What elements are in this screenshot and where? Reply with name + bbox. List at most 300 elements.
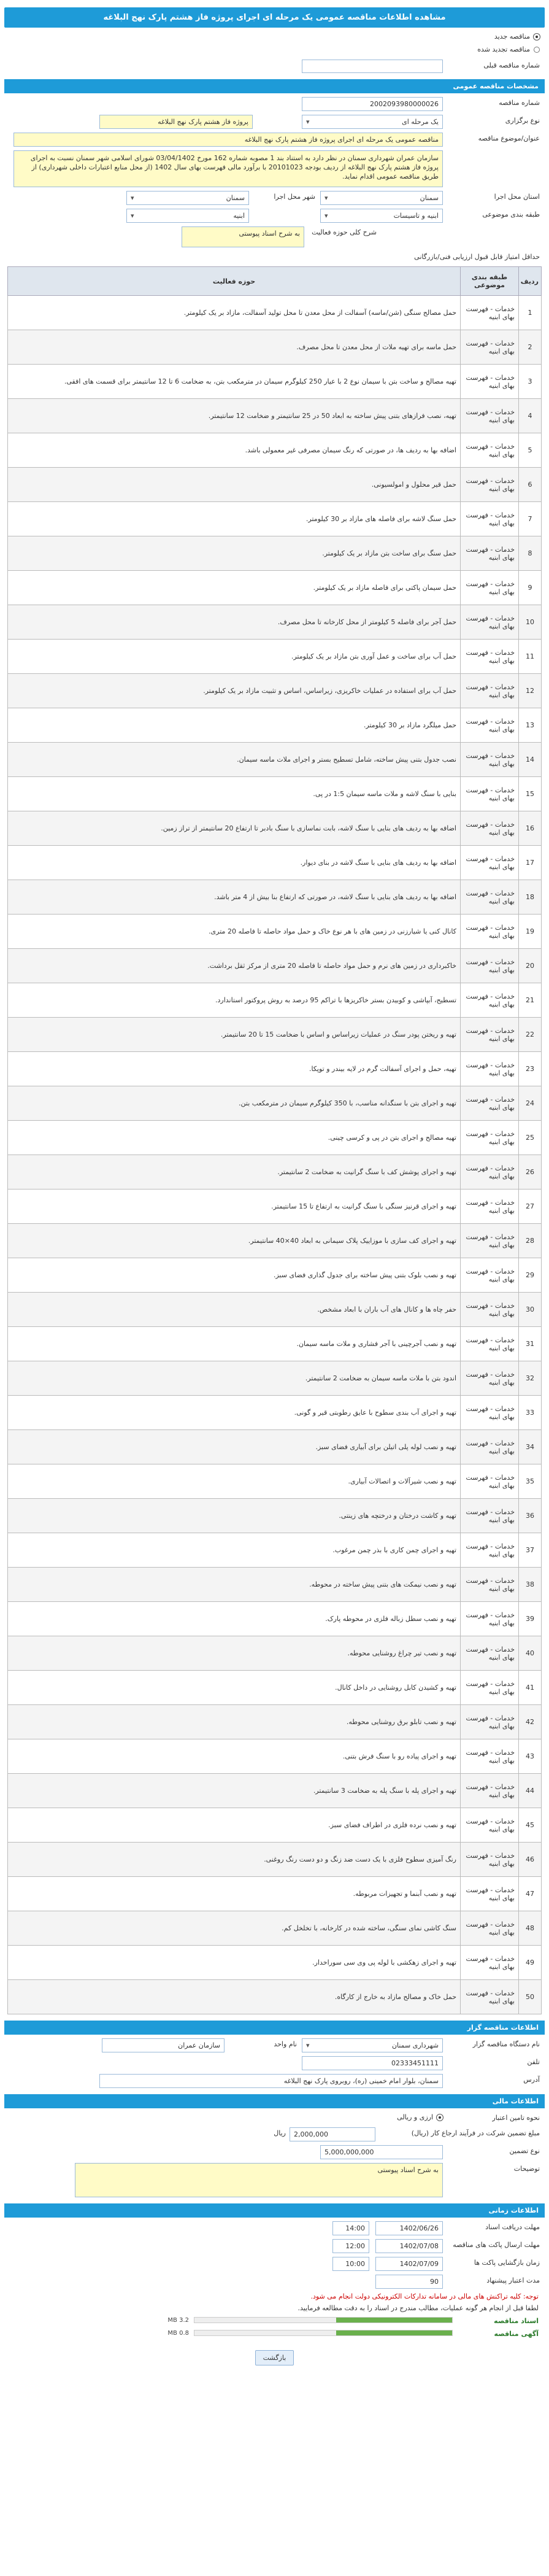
row-number: 33 <box>519 1396 542 1430</box>
validity-field: 90 <box>375 2275 443 2289</box>
org-name-row <box>4 2038 545 2052</box>
file-1-size: 3.2 MB <box>167 2317 189 2324</box>
row-number: 3 <box>519 365 542 399</box>
subcategory-label <box>249 209 320 212</box>
table-row <box>8 1946 542 1980</box>
row-category: خدمات - فهرست بهای ابنیه <box>461 811 519 846</box>
new-tender-option[interactable] <box>4 33 540 41</box>
contact-field: سازمان عمران <box>102 2038 225 2052</box>
address-row <box>4 2074 545 2088</box>
row-description: بنایی با سنگ لاشه و ملات ماسه سیمان 1:5 در پی. <box>8 777 461 811</box>
row-category: خدمات - فهرست بهای ابنیه <box>461 1258 519 1293</box>
table-row <box>8 1086 542 1121</box>
items-table-header <box>8 267 542 296</box>
tender-number-row <box>4 97 545 111</box>
row-number: 12 <box>519 674 542 708</box>
org-name-label: نام دستگاه مناقصه گزار <box>472 2040 540 2048</box>
deadline-date-field: 1402/07/08 <box>375 2239 443 2253</box>
row-number: 26 <box>519 1155 542 1189</box>
table-row <box>8 1121 542 1155</box>
row-description: تهیه و اجرای پله با سنگ پله به ضخامت 3 سانتیمتر. <box>8 1774 461 1808</box>
option-label: مناقصه تجدید شده <box>477 45 530 53</box>
row-description: تهیه و اجرای کف سازی با موزاییک پلاک سیمانی به ابعاد 40×40 سانتیمتر. <box>8 1224 461 1258</box>
table-row <box>8 605 542 640</box>
row-number: 19 <box>519 915 542 949</box>
chevron-down-icon: ▾ <box>306 2041 310 2049</box>
chevron-down-icon: ▾ <box>324 194 328 202</box>
scope-field: به شرح اسناد پیوستی <box>182 226 304 247</box>
row-number: 22 <box>519 1018 542 1052</box>
table-row <box>8 983 542 1018</box>
row-number: 15 <box>519 777 542 811</box>
row-description: حمل خاک و مصالح مازاد به خارج از کارگاه. <box>8 1980 461 2014</box>
table-row <box>8 1980 542 2014</box>
file-1-progress <box>194 2317 453 2323</box>
scope-row <box>4 226 545 247</box>
row-description: حمل مصالح سنگی (شن/ماسه) آسفالت از محل معدن تا محل تولید آسفالت، مازاد بر یک کیلومتر. <box>8 296 461 330</box>
footer-note-2: لطفا قبل از انجام هر گونه عملیات، مطالب مندرج در اسناد را به دقت مطالعه فرمایید. <box>298 2304 539 2312</box>
row-description: حمل سنگ لاشه برای فاصله های مازاد بر 30 کیلومتر. <box>8 502 461 536</box>
row-category: خدمات - فهرست بهای ابنیه <box>461 674 519 708</box>
row-number: 13 <box>519 708 542 743</box>
row-number: 29 <box>519 1258 542 1293</box>
row-description: تهیه و نصب تابلو برق روشنایی محوطه. <box>8 1705 461 1739</box>
table-row <box>8 1464 542 1499</box>
validity-row <box>4 2275 545 2289</box>
table-row <box>8 1568 542 1602</box>
row-description: تهیه و اجرای زهکشی با لوله پی وی سی سوراخدار. <box>8 1946 461 1980</box>
subcategory-select[interactable] <box>126 209 249 223</box>
prev-tender-label: شماره مناقصه قبلی <box>483 61 540 69</box>
stage-value: یک مرحله ای <box>402 118 439 126</box>
open-label: زمان بازگشایی پاکت ها <box>474 2259 540 2267</box>
row-category: خدمات - فهرست بهای ابنیه <box>461 330 519 365</box>
row-category: خدمات - فهرست بهای ابنیه <box>461 777 519 811</box>
description-field: سازمان عمران شهرداری سمنان در نظر دارد به استناد بند 1 مصوبه شماره 162 مورخ 03/04/1402 شورای اسلامی شهر سمنان نسبت به اجرای پروژه فاز هشتم پارک نهج البلاغه از ردیف بودجه 20101023 با برآورد مالی فهرست بهای سال 1402 (از محل منابع اعتبارات داخلی شهرداری) از طریق مناقصه عمومی اقدام نماید. <box>13 150 443 187</box>
notes-field: به شرح اسناد پیوستی <box>75 2163 443 2197</box>
row-category: خدمات - فهرست بهای ابنیه <box>461 536 519 571</box>
row-description: نصب جدول بتنی پیش ساخته، شامل تسطیح بستر و اجرای ملات ماسه سیمان. <box>8 743 461 777</box>
table-row <box>8 1155 542 1189</box>
row-description: تهیه و نصب نرده فلزی در اطراف فضای سبز. <box>8 1808 461 1843</box>
footer-note-1: توجه: کلیه تراکنش های مالی در سامانه تدارکات الکترونیکی دولت انجام می شود. <box>310 2292 539 2300</box>
address-field: سمنان، بلوار امام خمینی (ره)، روبروی پارک نهج البلاغه <box>99 2074 443 2088</box>
stage-select[interactable] <box>302 115 443 129</box>
row-number: 11 <box>519 640 542 674</box>
table-row <box>8 399 542 433</box>
table-row <box>8 1430 542 1464</box>
row-number: 5 <box>519 433 542 468</box>
back-button[interactable]: بازگشت <box>255 2350 294 2365</box>
table-row <box>8 674 542 708</box>
row-category: خدمات - فهرست بهای ابنیه <box>461 365 519 399</box>
row-description: حمل آجر برای فاصله 5 کیلومتر از محل کارخانه تا محل مصرف. <box>8 605 461 640</box>
notes-row <box>4 2163 545 2197</box>
publish-row <box>4 2221 545 2235</box>
table-row <box>8 1293 542 1327</box>
row-category: خدمات - فهرست بهای ابنیه <box>461 571 519 605</box>
table-row <box>8 468 542 502</box>
row-number: 39 <box>519 1602 542 1636</box>
validity-label: مدت اعتبار پیشنهاد <box>486 2276 540 2284</box>
phone-label: تلفن <box>527 2058 540 2066</box>
scope-label-spacer <box>382 226 545 230</box>
row-description: تهیه و اجرای چمن کاری با بذر چمن مرغوب. <box>8 1533 461 1568</box>
row-category: خدمات - فهرست بهای ابنیه <box>461 743 519 777</box>
row-category: خدمات - فهرست بهای ابنیه <box>461 1739 519 1774</box>
progress-fill <box>336 2330 452 2335</box>
budget-label: نحوه تامین اعتبار <box>492 2114 540 2122</box>
row-number: 41 <box>519 1671 542 1705</box>
row-description: حمل سنگ برای ساخت بتن مازاد بر یک کیلومتر. <box>8 536 461 571</box>
col-activity-header: حوزه فعالیت <box>8 267 461 296</box>
table-row <box>8 640 542 674</box>
table-row <box>8 1636 542 1671</box>
row-number: 40 <box>519 1636 542 1671</box>
table-row <box>8 365 542 399</box>
description-label <box>443 150 545 154</box>
row-number: 14 <box>519 743 542 777</box>
tender-name-field: پروژه فاز هشتم پارک نهج البلاغه <box>99 115 253 129</box>
row-category: خدمات - فهرست بهای ابنیه <box>461 708 519 743</box>
subject-row <box>4 133 545 147</box>
row-category: خدمات - فهرست بهای ابنیه <box>461 1533 519 1568</box>
table-row <box>8 915 542 949</box>
row-category: خدمات - فهرست بهای ابنیه <box>461 1705 519 1739</box>
phone-field: 02333451111 <box>302 2056 443 2070</box>
row-number: 34 <box>519 1430 542 1464</box>
table-row <box>8 708 542 743</box>
row-number: 6 <box>519 468 542 502</box>
row-description: حمل میلگرد مازاد بر 30 کیلومتر. <box>8 708 461 743</box>
row-category: خدمات - فهرست بهای ابنیه <box>461 1052 519 1086</box>
file-2-progress <box>194 2330 453 2336</box>
row-description: حمل ماسه برای تهیه ملات از محل معدن تا محل مصرف. <box>8 330 461 365</box>
table-row <box>8 1499 542 1533</box>
guarantee-amount-field: 2,000,000 <box>290 2127 375 2141</box>
publish-date-field: 1402/06/26 <box>375 2221 443 2235</box>
radio-icon[interactable] <box>534 47 540 53</box>
row-number: 24 <box>519 1086 542 1121</box>
row-description: اضافه بها به ردیف های بنایی با سنگ لاشه در بنای دیوار. <box>8 846 461 880</box>
deadline-label: مهلت ارسال پاکت های مناقصه <box>453 2241 540 2249</box>
guarantee-row <box>4 2127 545 2141</box>
row-number: 44 <box>519 1774 542 1808</box>
table-row <box>8 1052 542 1086</box>
guarantee-total-field: 5,000,000,000 <box>320 2145 443 2159</box>
row-number: 23 <box>519 1052 542 1086</box>
location-row <box>4 191 545 205</box>
radio-icon[interactable] <box>534 34 540 40</box>
row-category: خدمات - فهرست بهای ابنیه <box>461 1224 519 1258</box>
row-category: خدمات - فهرست بهای ابنیه <box>461 880 519 915</box>
table-row <box>8 1361 542 1396</box>
row-number: 27 <box>519 1189 542 1224</box>
row-category: خدمات - فهرست بهای ابنیه <box>461 1636 519 1671</box>
row-description: حمل قیر محلول و امولسیونی. <box>8 468 461 502</box>
table-row <box>8 1018 542 1052</box>
subject-label: عنوان/موضوع مناقصه <box>478 134 540 142</box>
publish-label: مهلت دریافت اسناد <box>485 2223 540 2231</box>
row-category: خدمات - فهرست بهای ابنیه <box>461 915 519 949</box>
row-description: اندود بتن با ملات ماسه سیمان به ضخامت 2 سانتیمتر. <box>8 1361 461 1396</box>
row-category: خدمات - فهرست بهای ابنیه <box>461 1361 519 1396</box>
row-category: خدمات - فهرست بهای ابنیه <box>461 1293 519 1327</box>
row-description: تهیه و نصب تیر چراغ روشنایی محوطه. <box>8 1636 461 1671</box>
table-row <box>8 846 542 880</box>
renewed-tender-option[interactable] <box>4 45 540 53</box>
row-category: خدمات - فهرست بهای ابنیه <box>461 1327 519 1361</box>
table-row <box>8 1189 542 1224</box>
scope-label: شرح کلی حوزه فعالیت <box>312 228 377 236</box>
row-description: تهیه و نصب نیمکت های بتنی پیش ساخته در محوطه. <box>8 1568 461 1602</box>
row-category: خدمات - فهرست بهای ابنیه <box>461 1911 519 1946</box>
chevron-down-icon: ▾ <box>324 212 328 220</box>
row-description: تهیه و نصب سطل زباله فلزی در محوطه پارک. <box>8 1602 461 1636</box>
row-number: 28 <box>519 1224 542 1258</box>
row-description: حمل آب برای استفاده در عملیات خاکریزی، زیراساس، اساس و تثبیت مازاد بر یک کیلومتر. <box>8 674 461 708</box>
budget-value: ارزی و ریالی <box>397 2113 433 2121</box>
chevron-down-icon: ▾ <box>306 118 310 126</box>
info-section-title: مشخصات مناقصه عمومی <box>4 79 545 93</box>
subject-field: مناقصه عمومی یک مرحله ای اجرای پروژه فاز هشتم پارک نهج البلاغه <box>13 133 443 147</box>
deadline-time-field: 12:00 <box>332 2239 369 2253</box>
open-date-field: 1402/07/09 <box>375 2257 443 2271</box>
table-row <box>8 1877 542 1911</box>
row-number: 42 <box>519 1705 542 1739</box>
finance-section-title: اطلاعات مالی <box>4 2094 545 2108</box>
row-description: حفر چاه ها و کانال های آب باران با ابعاد مشخص. <box>8 1293 461 1327</box>
open-row <box>4 2257 545 2271</box>
table-row <box>8 1739 542 1774</box>
row-number: 16 <box>519 811 542 846</box>
row-category: خدمات - فهرست بهای ابنیه <box>461 1396 519 1430</box>
row-number: 18 <box>519 880 542 915</box>
radio-icon[interactable] <box>437 2114 443 2121</box>
open-time-field: 10:00 <box>332 2257 369 2271</box>
row-number: 32 <box>519 1361 542 1396</box>
category-row <box>4 209 545 223</box>
notes-label: توضیحات <box>513 2165 540 2173</box>
table-row <box>8 1808 542 1843</box>
table-row <box>8 811 542 846</box>
city-label: شهر محل اجرا <box>274 193 315 201</box>
file-2-size: 0.8 MB <box>167 2330 189 2337</box>
row-category: خدمات - فهرست بهای ابنیه <box>461 468 519 502</box>
row-category: خدمات - فهرست بهای ابنیه <box>461 846 519 880</box>
table-row <box>8 1396 542 1430</box>
table-row <box>8 1224 542 1258</box>
file-1-link[interactable]: اسناد مناقصه <box>494 2317 539 2325</box>
tender-number-label: شماره مناقصه <box>499 99 540 107</box>
row-description: تهیه و اجرای بتن با سنگدانه مناسب، با 350 کیلوگرم سیمان در مترمکعب بتن. <box>8 1086 461 1121</box>
row-description: سنگ کاشی نمای سنگی، ساخته شده در کارخانه، با تخلخل کم. <box>8 1911 461 1946</box>
category-value: ابنیه و تاسیسات <box>393 212 439 220</box>
table-row <box>8 777 542 811</box>
category-select[interactable] <box>320 209 443 223</box>
row-category: خدمات - فهرست بهای ابنیه <box>461 1946 519 1980</box>
row-number: 31 <box>519 1327 542 1361</box>
progress-fill <box>336 2318 452 2323</box>
row-number: 37 <box>519 1533 542 1568</box>
row-category: خدمات - فهرست بهای ابنیه <box>461 1808 519 1843</box>
row-number: 48 <box>519 1911 542 1946</box>
row-description: تهیه و ریختن پودر سنگ در عملیات زیراساس و اساس با ضخامت 15 تا 20 سانتیمتر. <box>8 1018 461 1052</box>
row-number: 45 <box>519 1808 542 1843</box>
row-description: تهیه و اجرای آب بندی سطوح با عایق رطوبتی قیر و گونی. <box>8 1396 461 1430</box>
category-label: طبقه بندی موضوعی <box>482 211 540 219</box>
province-select[interactable] <box>320 191 443 205</box>
row-number: 50 <box>519 1980 542 2014</box>
col-row-header: ردیف <box>519 267 542 296</box>
stage-row <box>4 115 545 129</box>
province-label: استان محل اجرا <box>494 193 540 201</box>
prev-tender-row <box>4 60 545 73</box>
prev-tender-input[interactable] <box>302 60 443 73</box>
row-description: تسطیح، آبپاشی و کوبیدن بستر خاکریزها با تراکم 95 درصد به روش پروکتور استاندارد. <box>8 983 461 1018</box>
row-category: خدمات - فهرست بهای ابنیه <box>461 1843 519 1877</box>
row-number: 9 <box>519 571 542 605</box>
org-section-title: اطلاعات مناقصه گزار <box>4 2021 545 2035</box>
row-category: خدمات - فهرست بهای ابنیه <box>461 949 519 983</box>
row-description: تهیه و نصب لوله پلی اتیلن برای آبیاری فضای سبز. <box>8 1430 461 1464</box>
city-value: سمنان <box>226 194 245 202</box>
row-category: خدمات - فهرست بهای ابنیه <box>461 1464 519 1499</box>
contact-label: نام واحد <box>274 2040 297 2048</box>
row-category: خدمات - فهرست بهای ابنیه <box>461 983 519 1018</box>
description-row <box>4 150 545 187</box>
row-category: خدمات - فهرست بهای ابنیه <box>461 1568 519 1602</box>
table-row <box>8 502 542 536</box>
file-row-2 <box>10 2330 539 2338</box>
row-description: کانال کنی یا شیارزنی در زمین های با هر نوع خاک و حمل مواد حاصله تا فاصله 20 متری. <box>8 915 461 949</box>
row-description: رنگ آمیزی سطوح فلزی با یک دست ضد زنگ و دو دست رنگ روغنی. <box>8 1843 461 1877</box>
table-row <box>8 571 542 605</box>
row-category: خدمات - فهرست بهای ابنیه <box>461 640 519 674</box>
address-label: آدرس <box>523 2076 540 2084</box>
stage-label: نوع برگزاری <box>505 117 540 125</box>
row-category: خدمات - فهرست بهای ابنیه <box>461 1121 519 1155</box>
row-category: خدمات - فهرست بهای ابنیه <box>461 502 519 536</box>
row-number: 46 <box>519 1843 542 1877</box>
row-number: 25 <box>519 1121 542 1155</box>
row-description: تهیه و نصب شیرآلات و اتصالات آبیاری. <box>8 1464 461 1499</box>
row-number: 30 <box>519 1293 542 1327</box>
table-row <box>8 1602 542 1636</box>
table-row <box>8 1671 542 1705</box>
row-description: تهیه و کشیدن کابل روشنایی در داخل کانال. <box>8 1671 461 1705</box>
org-name-select[interactable] <box>302 2038 443 2052</box>
row-description: تهیه و اجرای پیاده رو با سنگ فرش بتنی. <box>8 1739 461 1774</box>
row-description: تهیه و اجرای پوشش کف با سنگ گرانیت به ضخامت 2 سانتیمتر. <box>8 1155 461 1189</box>
row-description: تهیه مصالح و ساخت بتن با سیمان نوع 2 با عیار 250 کیلوگرم سیمان در مترمکعب بتن، به ضخامت 6 تا 12 سانتیمتر برای قسمت های افقی. <box>8 365 461 399</box>
table-row <box>8 1843 542 1877</box>
row-category: خدمات - فهرست بهای ابنیه <box>461 1189 519 1224</box>
row-category: خدمات - فهرست بهای ابنیه <box>461 605 519 640</box>
row-category: خدمات - فهرست بهای ابنیه <box>461 296 519 330</box>
city-select[interactable] <box>126 191 249 205</box>
row-description: تهیه، حمل و اجرای آسفالت گرم در لایه بیندر و توپکا. <box>8 1052 461 1086</box>
row-description: اضافه بها به ردیف های بنایی با سنگ لاشه، بابت نماسازی با سنگ بادبر تا ارتفاع 20 سانتیمتر از تراز زمین. <box>8 811 461 846</box>
option-label: مناقصه جدید <box>494 33 530 41</box>
table-row <box>8 296 542 330</box>
table-row <box>8 433 542 468</box>
row-number: 4 <box>519 399 542 433</box>
row-category: خدمات - فهرست بهای ابنیه <box>461 1155 519 1189</box>
items-table-body <box>8 296 542 2014</box>
table-row <box>8 1705 542 1739</box>
chevron-down-icon: ▾ <box>131 194 134 202</box>
row-description: تهیه و نصب آجرچینی با آجر فشاری و ملات ماسه سیمان. <box>8 1327 461 1361</box>
table-row <box>8 880 542 915</box>
footer-actions <box>4 2350 545 2365</box>
page-title: مشاهده اطلاعات مناقصه عمومی یک مرحله ای اجرای پروژه فاز هشتم پارک نهج البلاغه <box>4 7 545 28</box>
file-2-link[interactable]: آگهی مناقصه <box>494 2330 539 2338</box>
guarantee-type-label: نوع تضمین <box>509 2147 540 2155</box>
guarantee-label: مبلغ تضمین شرکت در فرآیند ارجاع کار (ریال) <box>411 2129 540 2137</box>
row-number: 10 <box>519 605 542 640</box>
row-number: 43 <box>519 1739 542 1774</box>
dates-section-title: اطلاعات زمانی <box>4 2203 545 2218</box>
items-table <box>7 266 542 2014</box>
min-rank-row <box>4 251 545 263</box>
row-number: 1 <box>519 296 542 330</box>
file-row-1 <box>10 2317 539 2325</box>
table-row <box>8 949 542 983</box>
row-description: تهیه و اجرای قرنیز سنگی با سنگ گرانیت به ارتفاع تا 15 سانتیمتر. <box>8 1189 461 1224</box>
row-number: 49 <box>519 1946 542 1980</box>
table-row <box>8 536 542 571</box>
province-value: سمنان <box>420 194 439 202</box>
deadline-row <box>4 2239 545 2253</box>
row-number: 35 <box>519 1464 542 1499</box>
table-row <box>8 1258 542 1293</box>
row-number: 7 <box>519 502 542 536</box>
guarantee-type-row <box>4 2145 545 2159</box>
table-row <box>8 330 542 365</box>
min-rank-label: حداقل امتیاز قابل قبول ارزیابی فنی/بازرگانی <box>414 253 540 261</box>
row-description: اضافه بها به ردیف ها، در صورتی که رنگ سیمان مصرفی غیر معمولی باشد. <box>8 433 461 468</box>
table-row <box>8 1327 542 1361</box>
row-number: 47 <box>519 1877 542 1911</box>
row-category: خدمات - فهرست بهای ابنیه <box>461 1430 519 1464</box>
row-description: حمل آب برای ساخت و عمل آوری بتن مازاد بر یک کیلومتر. <box>8 640 461 674</box>
row-description: تهیه، نصب فرازهای بتنی پیش ساخته به ابعاد 50 در 25 سانتیمتر و ضخامت 12 سانتیمتر. <box>8 399 461 433</box>
row-description: تهیه و کاشت درختان و درختچه های زینتی. <box>8 1499 461 1533</box>
row-number: 21 <box>519 983 542 1018</box>
row-category: خدمات - فهرست بهای ابنیه <box>461 1774 519 1808</box>
row-number: 17 <box>519 846 542 880</box>
row-category: خدمات - فهرست بهای ابنیه <box>461 1018 519 1052</box>
phone-row <box>4 2056 545 2070</box>
row-category: خدمات - فهرست بهای ابنیه <box>461 433 519 468</box>
page <box>4 0 545 2365</box>
row-category: خدمات - فهرست بهای ابنیه <box>461 1980 519 2014</box>
row-number: 38 <box>519 1568 542 1602</box>
row-number: 36 <box>519 1499 542 1533</box>
table-row <box>8 743 542 777</box>
table-row <box>8 1911 542 1946</box>
org-name-value: شهرداری سمنان <box>391 2041 439 2049</box>
currency-label: ریال <box>274 2129 286 2137</box>
row-category: خدمات - فهرست بهای ابنیه <box>461 399 519 433</box>
row-description: تهیه مصالح و اجرای بتن در پی و کرسی چینی. <box>8 1121 461 1155</box>
chevron-down-icon: ▾ <box>131 212 134 220</box>
col-category-header: طبقه بندی موضوعی <box>461 267 519 296</box>
row-number: 20 <box>519 949 542 983</box>
row-description: تهیه و نصب آبنما و تجهیزات مربوطه. <box>8 1877 461 1911</box>
row-description: خاکبرداری در زمین های نرم و حمل مواد حاصله تا فاصله 20 متری از مرکز ثقل برداشت. <box>8 949 461 983</box>
